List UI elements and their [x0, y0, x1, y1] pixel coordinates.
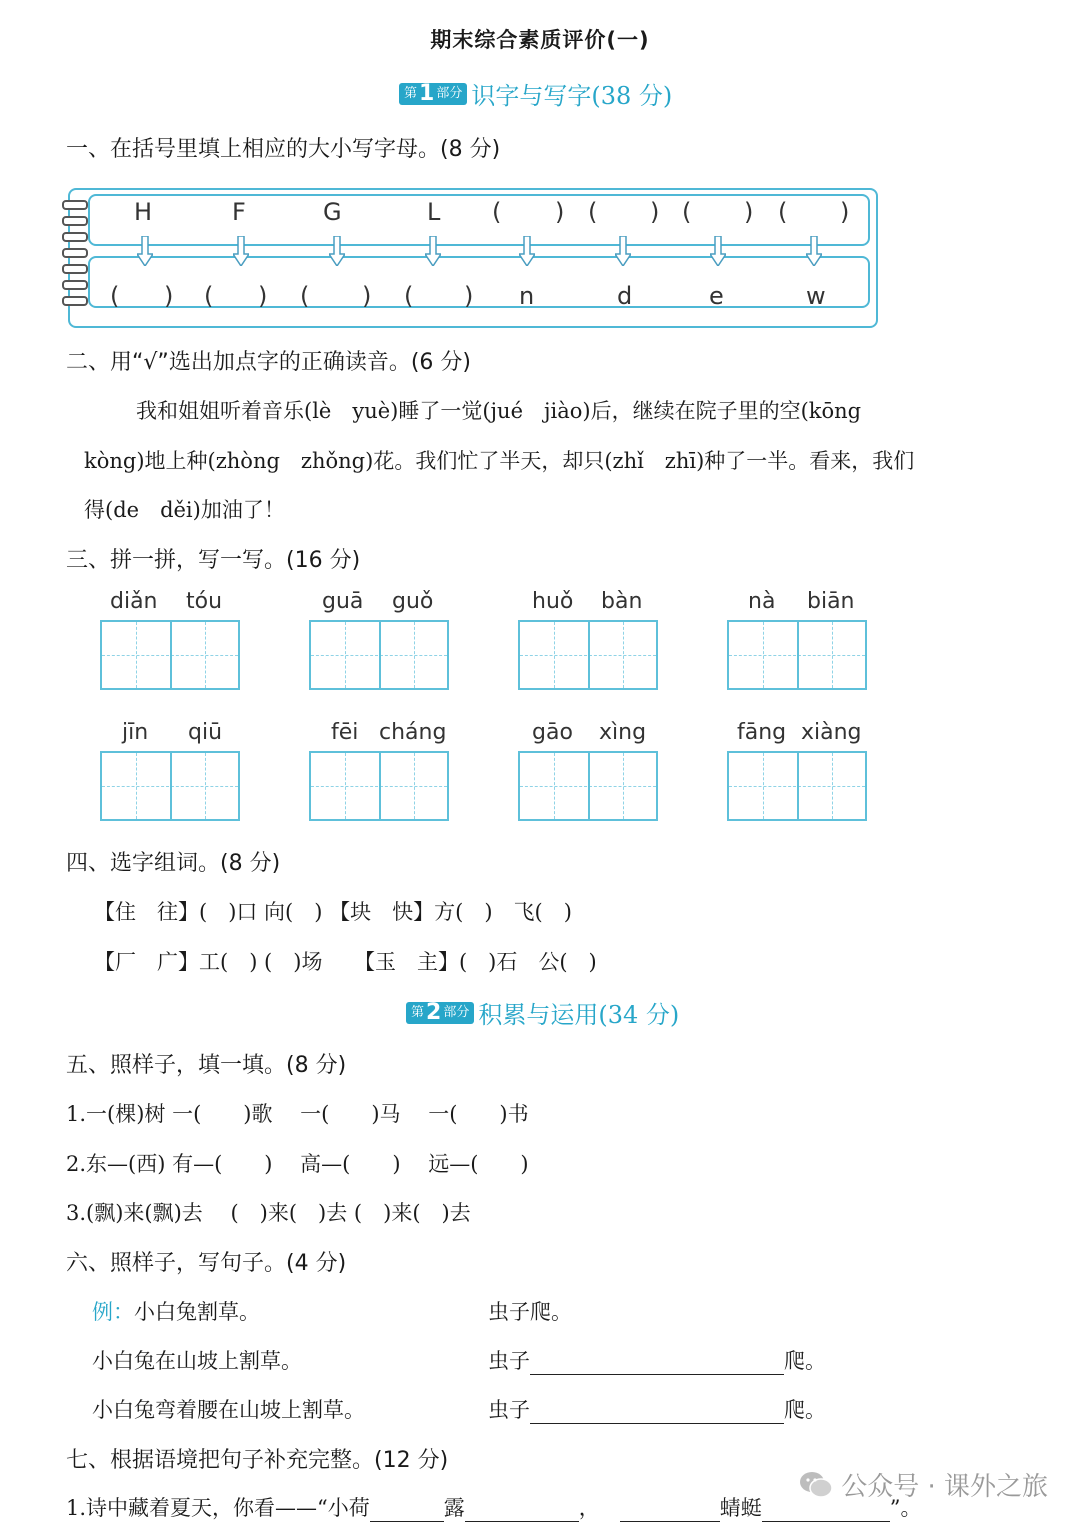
- example-sentence-2: 小白兔在山坡上割草。: [92, 1349, 302, 1373]
- answer-paren-close: ): [744, 198, 754, 226]
- answer-blank[interactable]: [620, 1499, 720, 1522]
- writing-grid[interactable]: [100, 751, 240, 821]
- part2-suffix: 部分: [443, 1004, 470, 1020]
- answer-paren-open: (: [588, 198, 598, 226]
- answer-blank[interactable]: [530, 1352, 784, 1375]
- answer-blank[interactable]: [370, 1499, 444, 1522]
- down-arrow-icon: [233, 236, 249, 266]
- sentence-prefix: 虫子: [488, 1349, 530, 1373]
- sentence-suffix: 爬。: [784, 1398, 826, 1422]
- example-sentence: 小白兔割草。: [134, 1300, 260, 1324]
- pinyin: xìng: [599, 720, 647, 745]
- example-label: 例：: [92, 1300, 134, 1324]
- answer-paren-open: (: [778, 198, 788, 226]
- q5-line1: 1.一(棵)树 一( )歌 一( )马 一( )书: [66, 1102, 529, 1126]
- down-arrow-icon: [806, 236, 822, 266]
- part1-label: 识字与写字(38 分): [471, 82, 673, 110]
- answer-paren-open: (: [204, 282, 214, 310]
- q5-line3: 3.(飘)来(飘)去 ( )来( )去 ( )来( )去: [66, 1201, 471, 1225]
- part2-prefix: 第: [411, 1004, 425, 1020]
- writing-grid[interactable]: [309, 620, 449, 690]
- part2-badge: [406, 999, 474, 1025]
- answer-paren-open: (: [682, 198, 692, 226]
- sentence-suffix: 爬。: [784, 1349, 826, 1373]
- writing-grid[interactable]: [100, 620, 240, 690]
- part2-label: 积累与运用(34 分): [478, 1001, 680, 1029]
- q1-heading: 一、在括号里填上相应的大小写字母。(8 分): [66, 137, 501, 162]
- answer-paren-close: ): [555, 198, 565, 226]
- writing-grid[interactable]: [727, 620, 867, 690]
- answer-blank[interactable]: [530, 1401, 784, 1424]
- writing-grid[interactable]: [518, 751, 658, 821]
- q7-line1: [66, 1492, 922, 1522]
- pinyin: biān: [807, 589, 855, 614]
- pinyin: fāng: [737, 720, 787, 745]
- part1-suffix: 部分: [436, 85, 463, 101]
- pinyin: fēi: [331, 720, 359, 745]
- q2-text-line2: kòng)地上种(zhòng zhǒng)花。我们忙了半天，却只(zhǐ zhī)种了一半。看来，我们: [84, 449, 915, 473]
- upper-letter: L: [427, 198, 441, 226]
- pinyin: gāo: [532, 720, 573, 745]
- answer-paren-open: (: [300, 282, 310, 310]
- exercise-sentence-2: [488, 1345, 826, 1375]
- watermark-text: 公众号 · 课外之旅: [841, 1472, 1048, 1502]
- pinyin: guā: [322, 589, 364, 614]
- q3-heading: 三、拼一拼，写一写。(16 分): [66, 548, 361, 573]
- ring-icon: [62, 296, 88, 306]
- answer-paren-open: (: [110, 282, 120, 310]
- lower-letter: w: [806, 282, 826, 310]
- upper-letter: H: [134, 198, 153, 226]
- down-arrow-icon: [615, 236, 631, 266]
- pinyin: guǒ: [392, 589, 434, 614]
- upper-letter: G: [323, 198, 342, 226]
- ring-icon: [62, 200, 88, 210]
- part1-number: 1: [419, 80, 435, 106]
- pinyin: qiū: [188, 720, 223, 745]
- q7-text-d: 蜻蜓: [719, 1496, 762, 1520]
- lower-letter: d: [617, 282, 633, 310]
- answer-paren-close: ): [164, 282, 174, 310]
- q7-text-e: ”。: [889, 1496, 922, 1520]
- pinyin: huǒ: [532, 589, 574, 614]
- pinyin: xiàng: [801, 720, 862, 745]
- pinyin: cháng: [379, 720, 447, 745]
- upper-letter: F: [232, 198, 246, 226]
- q7-text-c: ，: [578, 1496, 600, 1520]
- example-sentence-3: 小白兔弯着腰在山坡上割草。: [92, 1398, 365, 1422]
- q4-line1: 【住 往】( )口 向( ) 【块 快】方( ) 飞( ): [94, 900, 572, 924]
- q7-text-a: 1.诗中藏着夏天，你看——“小荷: [66, 1496, 370, 1520]
- down-arrow-icon: [329, 236, 345, 266]
- watermark: [799, 1466, 1048, 1503]
- part1-badge: [399, 80, 467, 106]
- part2-number: 2: [426, 999, 442, 1025]
- part2-header: [406, 995, 679, 1030]
- part1-prefix: 第: [404, 85, 418, 101]
- q2-heading: 二、用“√”选出加点字的正确读音。(6 分): [66, 350, 471, 375]
- q4-heading: 四、选字组词。(8 分): [66, 851, 281, 876]
- q4-line2: 【厂 广】工( ) ( )场 【玉 主】( )石 公( ): [94, 950, 597, 974]
- ring-icon: [62, 264, 88, 274]
- wechat-icon: [799, 1471, 833, 1499]
- q2-text-line1: 我和姐姐听着音乐(lè yuè)睡了一觉(jué jiào)后，继续在院子里的空(kōng: [136, 399, 862, 423]
- ring-icon: [62, 248, 88, 258]
- q7-text-b: 露: [443, 1496, 465, 1520]
- answer-paren-close: ): [650, 198, 660, 226]
- q6-heading: 六、照样子，写句子。(4 分): [66, 1251, 347, 1276]
- lower-letter: e: [709, 282, 724, 310]
- writing-grid[interactable]: [727, 751, 867, 821]
- answer-paren-close: ): [258, 282, 268, 310]
- exercise-sentence-1: 虫子爬。: [488, 1300, 572, 1324]
- exercise-sentence-3: [488, 1394, 826, 1424]
- down-arrow-icon: [519, 236, 535, 266]
- down-arrow-icon: [710, 236, 726, 266]
- pinyin: nà: [748, 589, 776, 614]
- answer-paren-open: (: [492, 198, 502, 226]
- ring-icon: [62, 280, 88, 290]
- q7-heading: 七、根据语境把句子补充完整。(12 分): [66, 1448, 449, 1473]
- pinyin: tóu: [186, 589, 223, 614]
- answer-paren-open: (: [404, 282, 414, 310]
- ring-icon: [62, 216, 88, 226]
- example-row: [92, 1296, 260, 1326]
- page-title: 期末综合素质评价(一): [430, 28, 650, 52]
- q5-line2: 2.东—(西) 有—( ) 高—( ) 远—( ): [66, 1152, 529, 1176]
- answer-paren-close: ): [840, 198, 850, 226]
- q2-text-line3: 得(de děi)加油了！: [84, 498, 285, 522]
- writing-grid[interactable]: [518, 620, 658, 690]
- down-arrow-icon: [425, 236, 441, 266]
- pinyin: bàn: [601, 589, 643, 614]
- pinyin: diǎn: [110, 589, 158, 614]
- down-arrow-icon: [137, 236, 153, 266]
- part1-header: [399, 76, 672, 111]
- answer-blank[interactable]: [465, 1499, 579, 1522]
- sentence-prefix: 虫子: [488, 1398, 530, 1422]
- writing-grid[interactable]: [309, 751, 449, 821]
- pinyin: jīn: [122, 720, 149, 745]
- q5-heading: 五、照样子，填一填。(8 分): [66, 1053, 347, 1078]
- answer-paren-close: ): [362, 282, 372, 310]
- lower-letter: n: [519, 282, 535, 310]
- answer-paren-close: ): [464, 282, 474, 310]
- ring-icon: [62, 232, 88, 242]
